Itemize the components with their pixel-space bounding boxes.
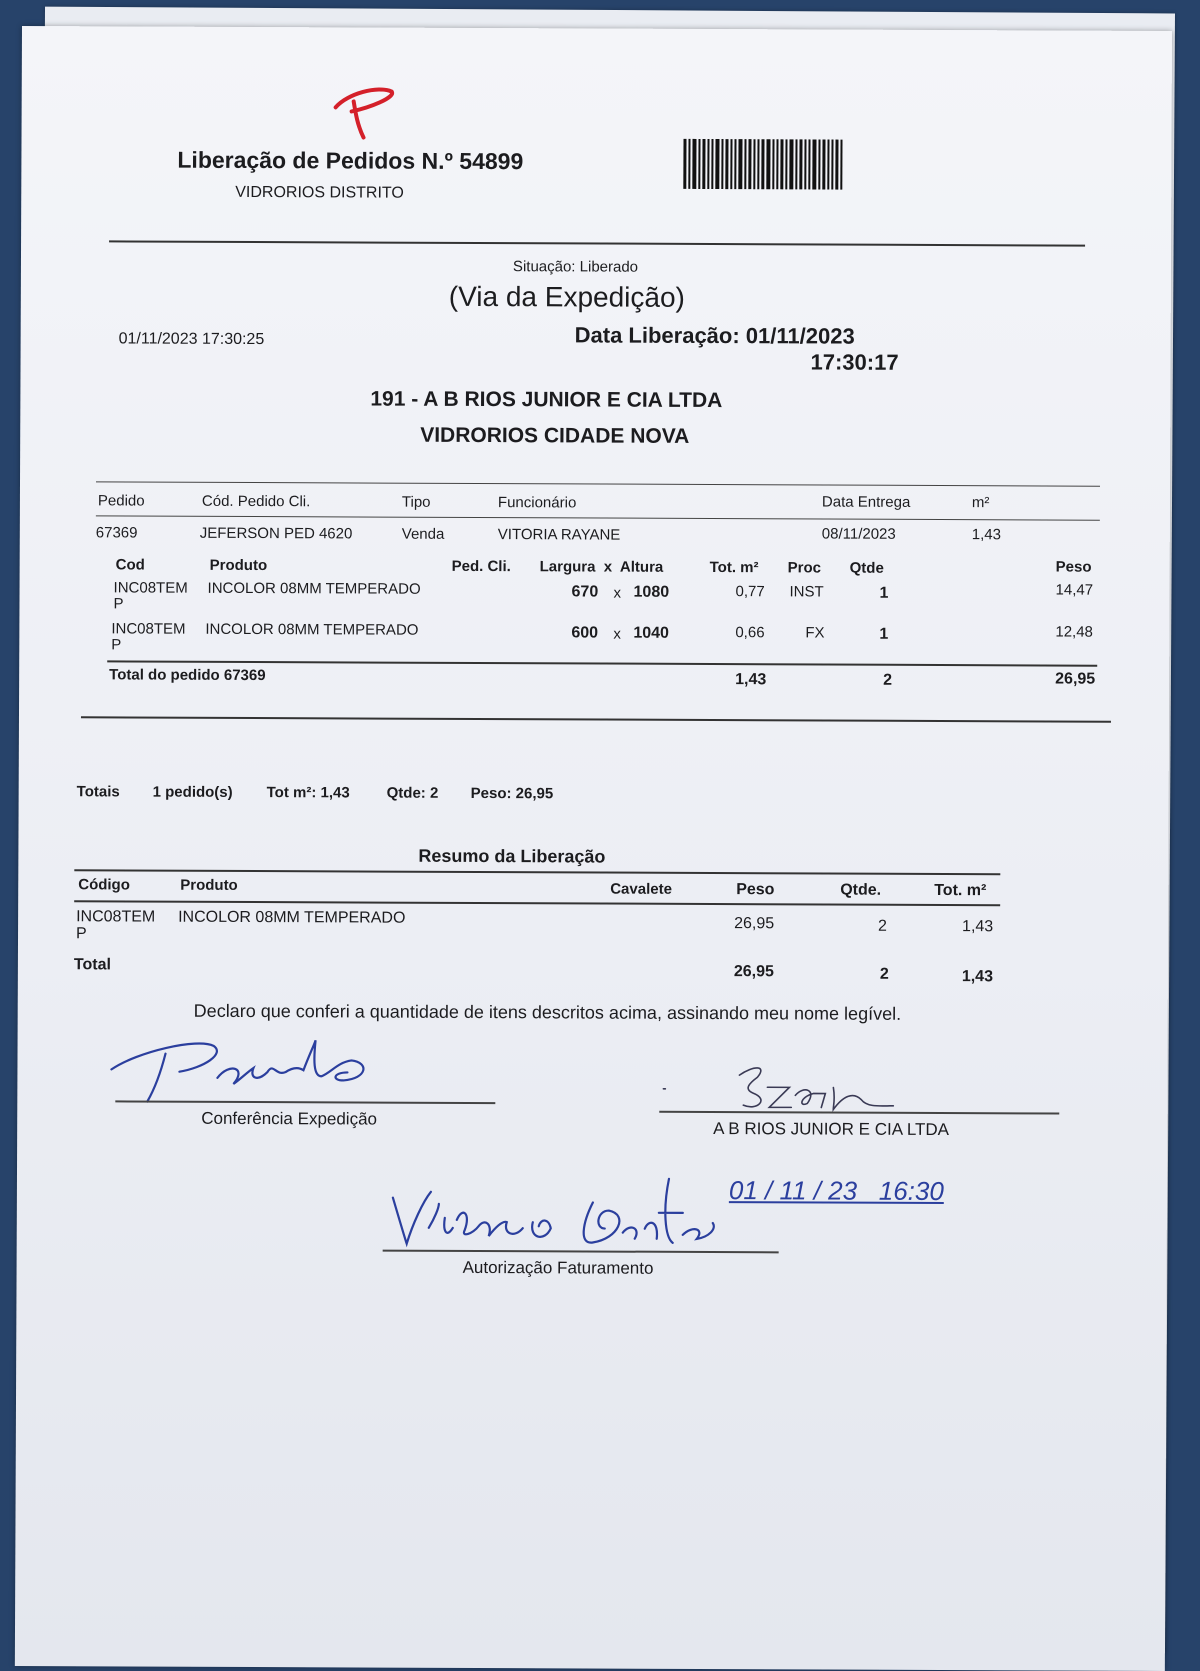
item1-produto: INCOLOR 08MM TEMPERADO <box>207 579 421 598</box>
label-empresa: A B RIOS JUNIOR E CIA LTDA <box>713 1119 950 1140</box>
col-data-entrega: Data Entrega <box>821 493 911 511</box>
resumo-row-codigo: INC08TEM <box>76 908 156 926</box>
barcode <box>683 139 844 190</box>
items-col-tot-m2: Tot. m² <box>709 559 759 577</box>
order-cod-pedido-cli: JEFERSON PED 4620 <box>199 524 353 543</box>
data-liberacao: Data Liberação: 01/11/2023 <box>574 322 855 349</box>
item1-largura: 670 <box>571 583 599 601</box>
item2-qtde: 1 <box>879 625 889 643</box>
col-cod-pedido-cli: Cód. Pedido Cli. <box>201 492 311 511</box>
col-pedido: Pedido <box>97 492 145 510</box>
item2-largura: 600 <box>571 624 599 642</box>
order-tipo: Venda <box>401 525 445 543</box>
totais-pedidos: 1 pedido(s) <box>152 783 233 801</box>
item1-cod: INC08TEM <box>113 579 188 597</box>
resumo-row-tot-m2: 1,43 <box>962 918 994 936</box>
items-total-peso: 26,95 <box>1055 670 1096 688</box>
order-bottom-rule <box>81 716 1111 722</box>
resumo-total-peso: 26,95 <box>733 963 774 981</box>
resumo-col-codigo: Código <box>78 876 130 894</box>
resumo-total-tot-m2: 1,43 <box>961 968 994 986</box>
resumo-total-qtde: 2 <box>879 965 889 983</box>
resumo-col-produto: Produto <box>180 876 238 894</box>
data-liberacao-time: 17:30:17 <box>810 349 899 375</box>
totais-qtde: Qtde: 2 <box>386 784 439 802</box>
print-datetime: 01/11/2023 17:30:25 <box>118 330 265 349</box>
item2-x: x <box>613 625 621 643</box>
items-col-ped-cli: Ped. Cli. <box>451 557 511 576</box>
signature-autorizacao <box>383 1158 723 1259</box>
item2-peso: 12,48 <box>1055 623 1093 641</box>
handwritten-date: 01 / 11 / 23 16:30 <box>728 1175 944 1207</box>
item2-cod-cont: P <box>111 636 122 654</box>
items-col-peso: Peso <box>1055 558 1092 576</box>
resumo-header-rule <box>74 900 1000 906</box>
items-total-qtde: 2 <box>883 671 893 689</box>
order-pedido: 67369 <box>95 524 138 542</box>
order-funcionario: VITORIA RAYANE <box>497 526 621 544</box>
col-m2: m² <box>971 494 990 512</box>
item1-cod-cont: P <box>113 595 124 613</box>
situacao: Situação: Liberado <box>512 258 639 276</box>
resumo-row-codigo-cont: P <box>76 925 87 943</box>
item1-peso: 14,47 <box>1055 581 1094 599</box>
label-autorizacao: Autorização Faturamento <box>462 1257 654 1278</box>
resumo-top-rule <box>74 869 1000 875</box>
resumo-col-tot-m2: Tot. m² <box>934 881 987 900</box>
declaration: Declaro que conferi a quantidade de itens descritos acima, assinando meu nome legível. <box>193 1000 902 1024</box>
resumo-col-qtde: Qtde. <box>840 881 882 899</box>
items-total-label: Total do pedido 67369 <box>109 666 266 685</box>
client-name: 191 - A B RIOS JUNIOR E CIA LTDA <box>370 387 723 413</box>
items-col-cod: Cod <box>115 556 145 574</box>
order-header-rule <box>96 515 1100 520</box>
items-col-largura-altura: Largura x Altura <box>539 558 664 576</box>
items-col-proc: Proc <box>787 559 822 577</box>
item2-tot-m2: 0,66 <box>735 624 765 642</box>
header-divider <box>109 240 1085 246</box>
resumo-total-label: Total <box>73 956 111 974</box>
item2-altura: 1040 <box>633 624 669 642</box>
items-col-qtde: Qtde <box>849 559 884 577</box>
totais-label: Totais <box>76 783 120 801</box>
totais-peso: Peso: 26,95 <box>470 784 554 803</box>
order-top-rule <box>96 481 1100 486</box>
order-data-entrega: 08/11/2023 <box>821 525 896 543</box>
resumo-col-cavalete: Cavalete <box>610 880 672 898</box>
via-title: (Via da Expedição) <box>448 280 685 313</box>
col-tipo: Tipo <box>401 493 431 511</box>
resumo-row-produto: INCOLOR 08MM TEMPERADO <box>178 908 406 927</box>
items-col-produto: Produto <box>209 556 268 575</box>
resumo-col-peso: Peso <box>736 881 775 899</box>
items-total-rule <box>107 660 1097 666</box>
resumo-row-peso: 26,95 <box>734 915 775 933</box>
issuer-company: VIDRORIOS DISTRITO <box>235 183 404 202</box>
item1-tot-m2: 0,77 <box>735 583 765 601</box>
items-total-tot-m2: 1,43 <box>735 671 767 689</box>
item2-cod: INC08TEM <box>111 620 186 638</box>
item1-altura: 1080 <box>633 583 670 601</box>
label-conferencia: Conferência Expedição <box>201 1108 378 1129</box>
totais-tot-m2: Tot m²: 1,43 <box>266 784 350 802</box>
item2-proc: FX <box>805 624 825 642</box>
item2-produto: INCOLOR 08MM TEMPERADO <box>205 620 419 639</box>
client-store: VIDRORIOS CIDADE NOVA <box>420 423 690 448</box>
document-title: Liberação de Pedidos N.º 54899 <box>177 146 524 175</box>
col-funcionario: Funcionário <box>497 494 577 512</box>
item1-qtde: 1 <box>879 584 889 602</box>
red-mark-p <box>329 85 399 145</box>
item1-proc: INST <box>789 583 824 601</box>
resumo-title: Resumo da Liberação <box>418 845 606 867</box>
resumo-row-qtde: 2 <box>878 917 888 935</box>
item1-x: x <box>613 584 622 602</box>
document-sheet <box>15 26 1172 1671</box>
order-m2: 1,43 <box>971 526 1002 544</box>
